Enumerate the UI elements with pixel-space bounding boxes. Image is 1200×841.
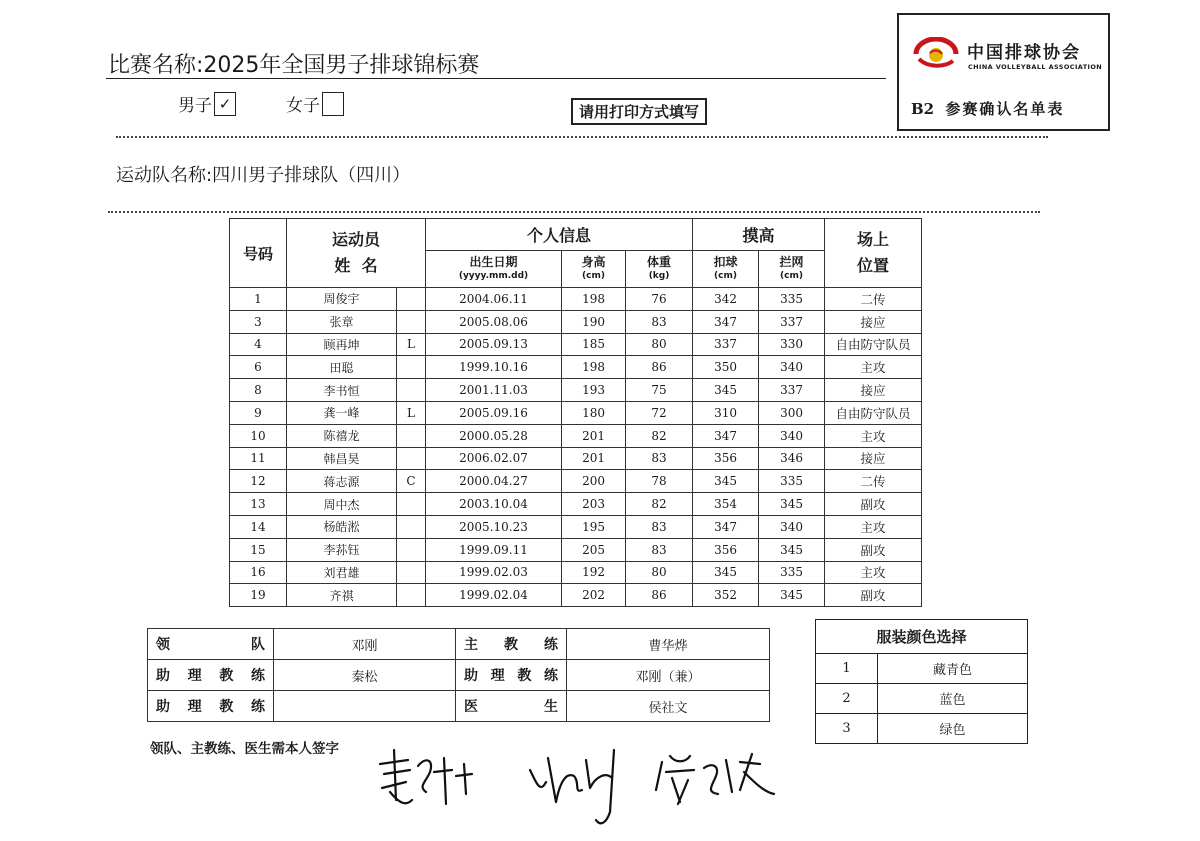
form-name: 参赛确认名单表	[945, 100, 1065, 118]
table-row	[230, 356, 922, 379]
cell-spike: 356	[693, 538, 759, 561]
org-name-en: CHINA VOLLEYBALL ASSOCIATION	[968, 63, 1103, 71]
staff-role-team-leader: 领队	[148, 629, 274, 660]
cell-name: 陈禧龙	[287, 424, 397, 447]
table-row	[230, 333, 922, 356]
cell-number: 11	[230, 447, 287, 470]
uniform-color-table	[815, 619, 1028, 744]
dotted-divider	[116, 136, 1048, 138]
handwritten-signatures	[360, 742, 800, 832]
cell-number: 8	[230, 379, 287, 402]
competition-line	[108, 48, 479, 79]
cell-spike: 350	[693, 356, 759, 379]
cell-name: 李书恒	[287, 379, 397, 402]
cell-weight: 80	[626, 561, 693, 584]
cell-mark	[397, 561, 426, 584]
competition-name: 2025年全国男子排球锦标赛	[203, 53, 480, 78]
cell-name: 周中杰	[287, 493, 397, 516]
cell-number: 1	[230, 288, 287, 311]
header-birth-date-label: 出生日期	[469, 255, 518, 269]
uniform-row	[816, 654, 1028, 684]
signature-note: 领队、主教练、医生需本人签字	[150, 741, 339, 757]
roster-table	[229, 218, 922, 607]
cell-mark	[397, 538, 426, 561]
table-row	[230, 538, 922, 561]
header-block-unit: (cm)	[780, 271, 803, 281]
staff-role-doctor: 医生	[456, 691, 567, 722]
staff-name: 邓刚	[274, 629, 456, 660]
cell-weight: 83	[626, 538, 693, 561]
cell-height: 185	[562, 333, 626, 356]
dotted-divider	[108, 211, 1040, 213]
staff-role-head-coach: 主教练	[456, 629, 567, 660]
cell-height: 180	[562, 401, 626, 424]
cell-name: 刘君雄	[287, 561, 397, 584]
cell-block: 340	[759, 424, 825, 447]
cell-height: 205	[562, 538, 626, 561]
cell-block: 340	[759, 515, 825, 538]
table-row	[230, 424, 922, 447]
cell-weight: 83	[626, 447, 693, 470]
org-name-cn: 中国排球协会	[967, 43, 1081, 63]
cell-spike: 345	[693, 561, 759, 584]
cell-birth: 1999.10.16	[426, 356, 562, 379]
signature-doctor	[656, 754, 774, 804]
cell-block: 300	[759, 401, 825, 424]
header-number: 号码	[230, 219, 287, 288]
cell-name: 顾再坤	[287, 333, 397, 356]
cell-weight: 82	[626, 424, 693, 447]
cell-mark	[397, 493, 426, 516]
competition-label: 比赛名称:	[108, 53, 204, 78]
cell-position: 副攻	[825, 584, 922, 607]
gender-female	[286, 91, 344, 116]
cell-weight: 83	[626, 310, 693, 333]
table-row	[230, 379, 922, 402]
cell-position: 主攻	[825, 356, 922, 379]
cell-number: 13	[230, 493, 287, 516]
cell-weight: 80	[626, 333, 693, 356]
header-height-label: 身高	[581, 255, 606, 269]
cell-weight: 75	[626, 379, 693, 402]
cell-mark: L	[397, 401, 426, 424]
uniform-no: 2	[816, 684, 878, 714]
cell-spike: 356	[693, 447, 759, 470]
header-block	[759, 251, 825, 288]
cell-position: 主攻	[825, 515, 922, 538]
staff-row	[148, 691, 770, 722]
header-birth-date-format: (yyyy.mm.dd)	[458, 271, 529, 281]
cell-spike: 337	[693, 333, 759, 356]
cell-position: 二传	[825, 470, 922, 493]
cell-name: 杨皓淞	[287, 515, 397, 538]
cell-spike: 347	[693, 310, 759, 333]
uniform-title: 服装颜色选择	[816, 620, 1028, 654]
header-spike-unit: (cm)	[714, 271, 737, 281]
competition-underline	[106, 78, 886, 79]
header-reach: 摸高	[693, 219, 825, 251]
cell-height: 201	[562, 424, 626, 447]
team-label: 运动队名称:	[116, 165, 213, 186]
cell-block: 345	[759, 584, 825, 607]
header-position-line2: 位置	[857, 256, 890, 275]
cell-spike: 345	[693, 379, 759, 402]
cell-mark	[397, 356, 426, 379]
cell-number: 6	[230, 356, 287, 379]
team-line	[116, 161, 410, 187]
cell-weight: 82	[626, 493, 693, 516]
cell-position: 自由防守队员	[825, 333, 922, 356]
uniform-no: 3	[816, 714, 878, 744]
cell-mark: L	[397, 333, 426, 356]
cell-position: 二传	[825, 288, 922, 311]
table-row	[230, 515, 922, 538]
table-row	[230, 561, 922, 584]
header-height-unit: (cm)	[582, 271, 605, 281]
cell-spike: 345	[693, 470, 759, 493]
cell-block: 330	[759, 333, 825, 356]
cell-block: 337	[759, 310, 825, 333]
cell-name: 周俊宇	[287, 288, 397, 311]
cell-number: 12	[230, 470, 287, 493]
header-personal-info: 个人信息	[426, 219, 693, 251]
staff-role-assistant-coach: 助理教练	[456, 660, 567, 691]
cell-mark	[397, 447, 426, 470]
cell-height: 200	[562, 470, 626, 493]
cell-weight: 83	[626, 515, 693, 538]
cell-spike: 354	[693, 493, 759, 516]
staff-role-assistant-coach: 助理教练	[148, 660, 274, 691]
cell-height: 190	[562, 310, 626, 333]
volleyball-association-emblem	[913, 37, 959, 71]
gender-female-checkbox[interactable]	[322, 92, 344, 116]
table-row	[230, 493, 922, 516]
cell-mark	[397, 288, 426, 311]
cell-position: 主攻	[825, 424, 922, 447]
cell-block: 340	[759, 356, 825, 379]
cell-mark: C	[397, 470, 426, 493]
uniform-color: 藏青色	[878, 654, 1028, 684]
cell-name: 蒋志源	[287, 470, 397, 493]
cell-birth: 1999.09.11	[426, 538, 562, 561]
staff-table	[147, 628, 770, 722]
cell-position: 主攻	[825, 561, 922, 584]
header-spike	[693, 251, 759, 288]
cell-spike: 310	[693, 401, 759, 424]
cell-number: 14	[230, 515, 287, 538]
table-row	[230, 310, 922, 333]
cell-mark	[397, 424, 426, 447]
staff-name	[274, 691, 456, 722]
cell-birth: 1999.02.03	[426, 561, 562, 584]
cell-birth: 2005.09.16	[426, 401, 562, 424]
uniform-row	[816, 714, 1028, 744]
staff-name: 曹华烨	[567, 629, 770, 660]
team-name: 四川男子排球队（四川）	[212, 165, 411, 186]
cell-birth: 2000.04.27	[426, 470, 562, 493]
cell-name: 龚一峰	[287, 401, 397, 424]
header-athlete	[287, 219, 426, 288]
table-row	[230, 470, 922, 493]
cell-birth: 2004.06.11	[426, 288, 562, 311]
header-athlete-line2: 姓 名	[334, 256, 378, 275]
cell-block: 345	[759, 538, 825, 561]
cell-birth: 2006.02.07	[426, 447, 562, 470]
cell-mark	[397, 584, 426, 607]
cell-position: 接应	[825, 379, 922, 402]
cell-height: 198	[562, 356, 626, 379]
cell-position: 接应	[825, 310, 922, 333]
cell-position: 副攻	[825, 538, 922, 561]
cell-mark	[397, 515, 426, 538]
cell-birth: 2005.08.06	[426, 310, 562, 333]
staff-name: 秦松	[274, 660, 456, 691]
print-instruction-box: 请用打印方式填写	[571, 98, 707, 125]
cell-block: 335	[759, 470, 825, 493]
cell-number: 16	[230, 561, 287, 584]
gender-male-label: 男子	[178, 96, 212, 116]
cell-number: 19	[230, 584, 287, 607]
gender-male	[178, 91, 236, 116]
header-block-label: 拦网	[779, 255, 804, 269]
cell-number: 9	[230, 401, 287, 424]
cell-block: 346	[759, 447, 825, 470]
header-weight-unit: (kg)	[648, 271, 670, 281]
cell-spike: 342	[693, 288, 759, 311]
staff-role-assistant-coach: 助理教练	[148, 691, 274, 722]
cell-number: 10	[230, 424, 287, 447]
cell-birth: 2001.11.03	[426, 379, 562, 402]
cell-birth: 1999.02.04	[426, 584, 562, 607]
cell-block: 337	[759, 379, 825, 402]
cell-height: 202	[562, 584, 626, 607]
staff-name: 侯社文	[567, 691, 770, 722]
cell-height: 195	[562, 515, 626, 538]
staff-name: 邓刚（兼）	[567, 660, 770, 691]
header-position	[825, 219, 922, 288]
cell-birth: 2003.10.04	[426, 493, 562, 516]
table-row	[230, 288, 922, 311]
cell-block: 335	[759, 288, 825, 311]
table-row	[230, 401, 922, 424]
cell-birth: 2000.05.28	[426, 424, 562, 447]
cell-height: 192	[562, 561, 626, 584]
cell-position: 副攻	[825, 493, 922, 516]
header-weight	[626, 251, 693, 288]
cell-number: 3	[230, 310, 287, 333]
uniform-row	[816, 684, 1028, 714]
cell-number: 4	[230, 333, 287, 356]
cell-height: 193	[562, 379, 626, 402]
staff-row	[148, 660, 770, 691]
signature-head-coach	[380, 750, 472, 804]
cell-position: 自由防守队员	[825, 401, 922, 424]
cell-name: 齐祺	[287, 584, 397, 607]
header-weight-label: 体重	[647, 255, 672, 269]
uniform-color: 蓝色	[878, 684, 1028, 714]
gender-female-label: 女子	[286, 96, 320, 116]
cell-position: 接应	[825, 447, 922, 470]
header-athlete-line1: 运动员	[332, 230, 381, 249]
cell-number: 15	[230, 538, 287, 561]
cell-mark	[397, 310, 426, 333]
staff-row	[148, 629, 770, 660]
cell-block: 345	[759, 493, 825, 516]
cell-name: 田聪	[287, 356, 397, 379]
cell-mark	[397, 379, 426, 402]
cell-block: 335	[759, 561, 825, 584]
header-birth-date	[426, 251, 562, 288]
uniform-color: 绿色	[878, 714, 1028, 744]
cell-name: 韩昌昊	[287, 447, 397, 470]
cell-spike: 352	[693, 584, 759, 607]
cell-name: 李荪钰	[287, 538, 397, 561]
signature-assistant-coach	[530, 750, 614, 823]
cell-height: 203	[562, 493, 626, 516]
header-position-line1: 场上	[857, 230, 890, 249]
cell-weight: 86	[626, 584, 693, 607]
cell-birth: 2005.09.13	[426, 333, 562, 356]
cell-height: 201	[562, 447, 626, 470]
roster-body	[230, 288, 922, 607]
cell-name: 张章	[287, 310, 397, 333]
cell-spike: 347	[693, 424, 759, 447]
table-row	[230, 447, 922, 470]
uniform-no: 1	[816, 654, 878, 684]
cell-birth: 2005.10.23	[426, 515, 562, 538]
header-height	[562, 251, 626, 288]
gender-male-checkbox[interactable]: ✓	[214, 92, 236, 116]
form-code: B2	[911, 100, 935, 118]
cell-weight: 78	[626, 470, 693, 493]
table-row	[230, 584, 922, 607]
header-spike-label: 扣球	[713, 255, 738, 269]
cell-spike: 347	[693, 515, 759, 538]
cell-height: 198	[562, 288, 626, 311]
cell-weight: 86	[626, 356, 693, 379]
cell-weight: 76	[626, 288, 693, 311]
form-title	[911, 98, 1064, 119]
cell-weight: 72	[626, 401, 693, 424]
